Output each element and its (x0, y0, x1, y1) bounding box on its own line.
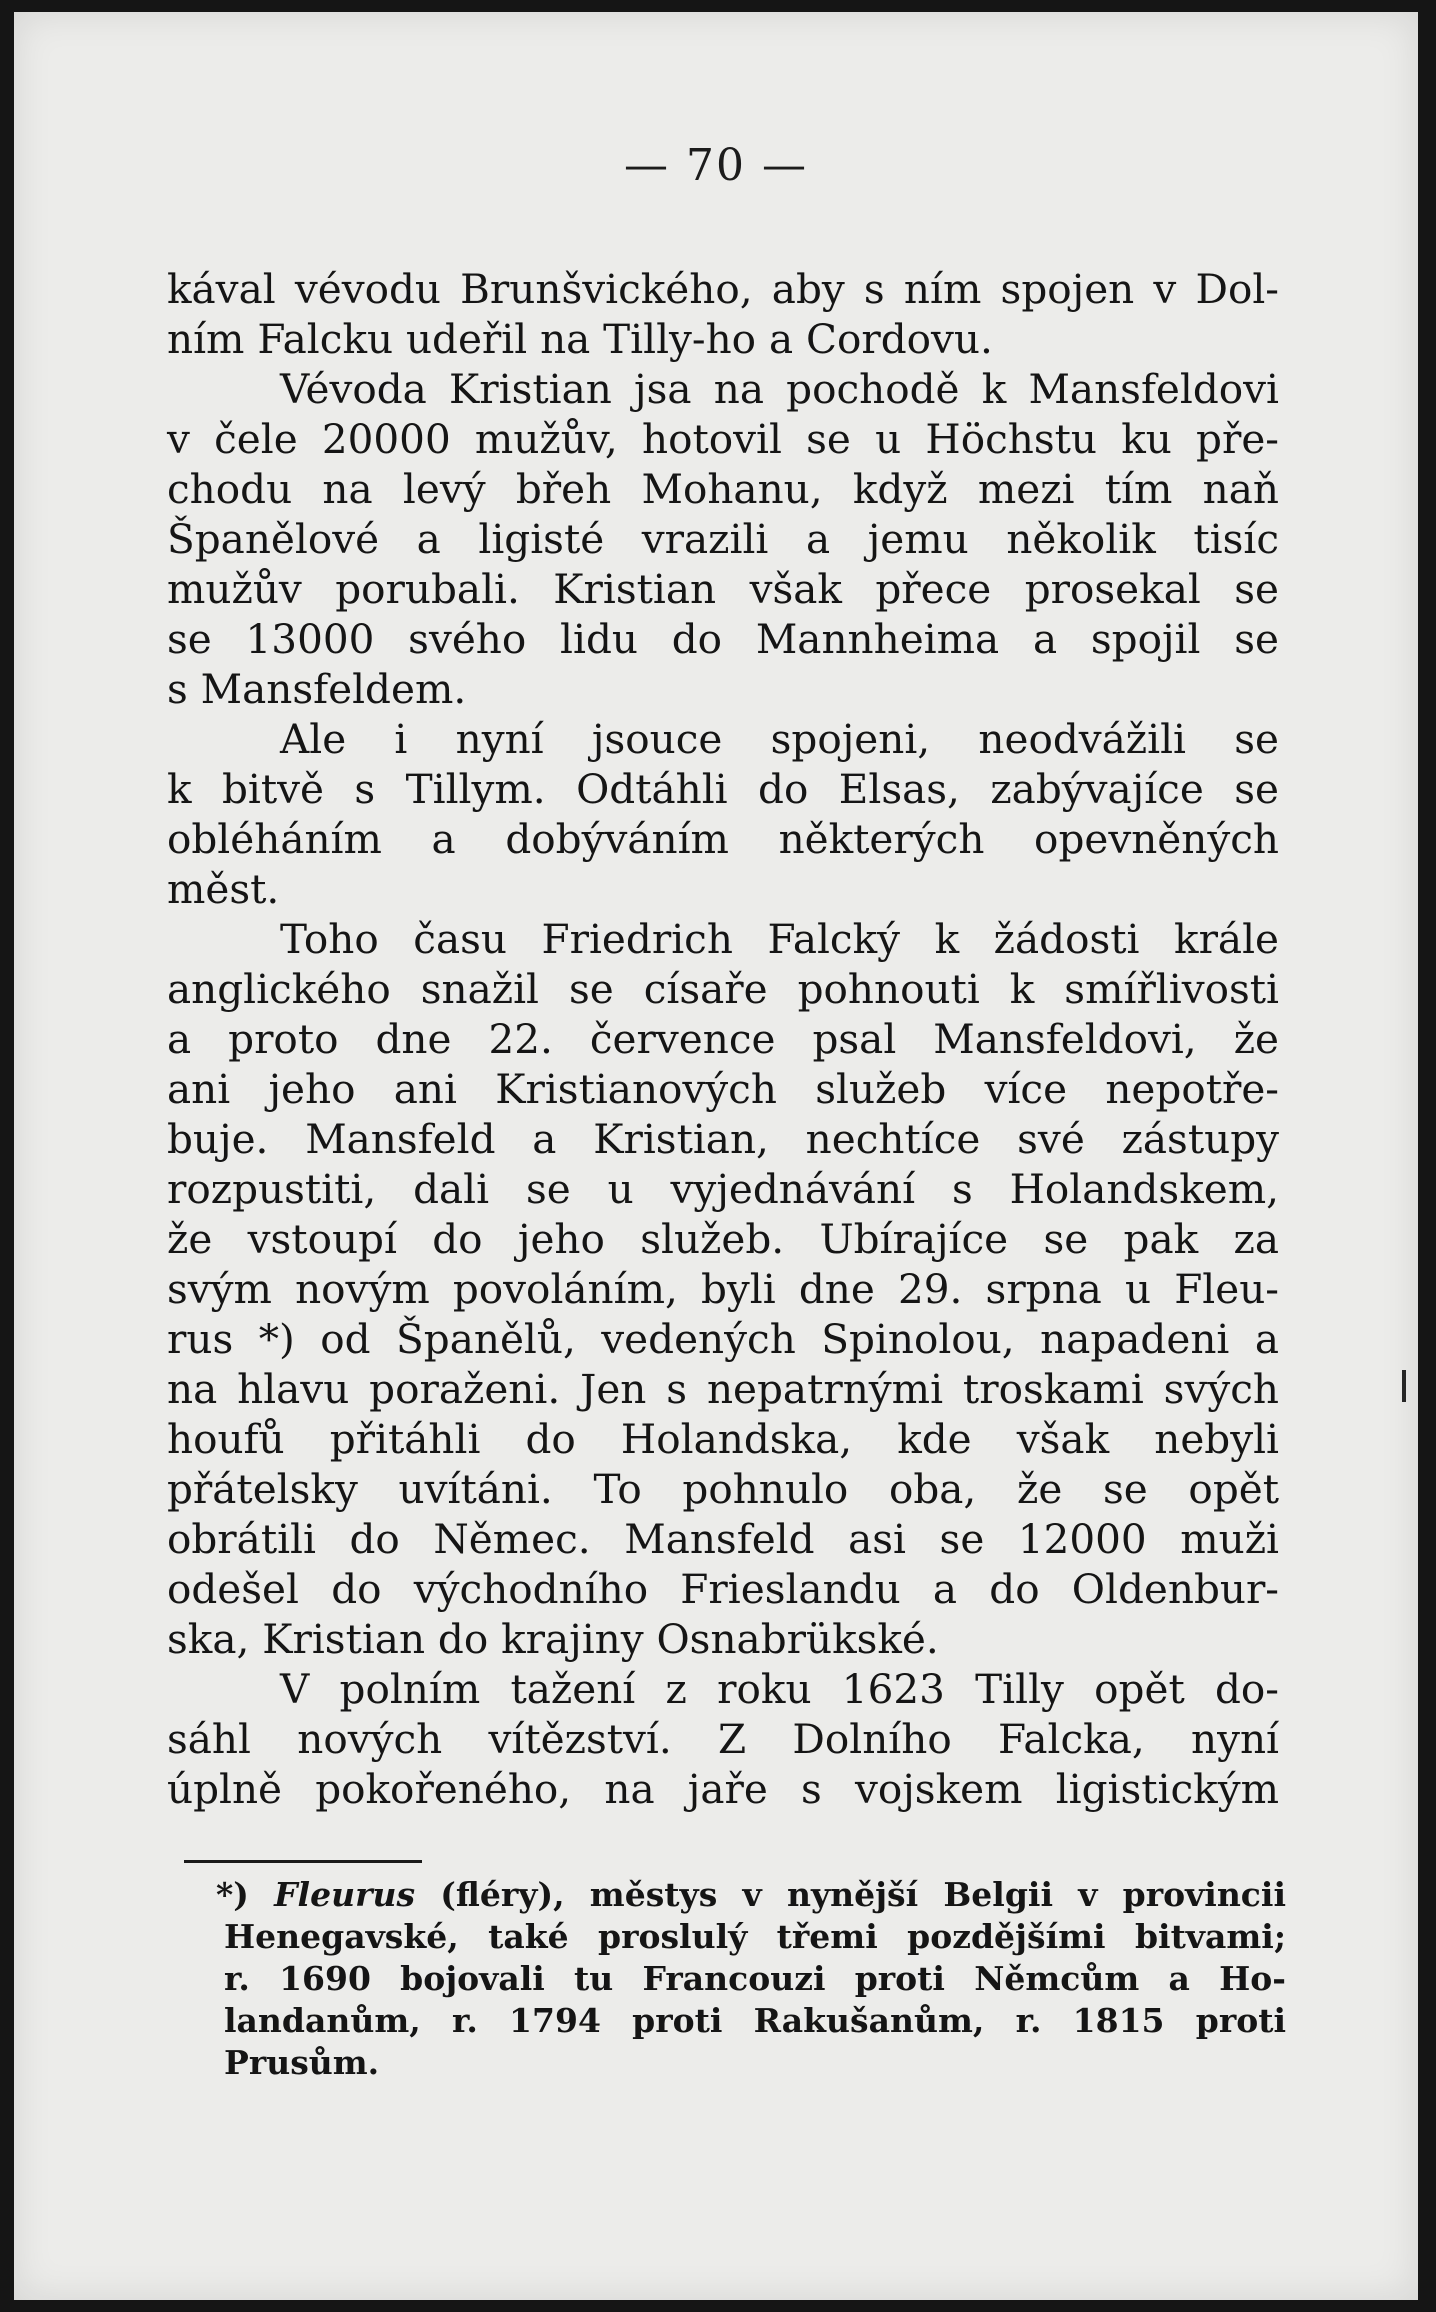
text-line: kával vévodu Brunšvického, aby s ním spojen v Dol- (167, 265, 1279, 313)
text-line: rozpustiti, dali se u vyjednávání s Holandskem, (167, 1165, 1279, 1213)
text-line: k bitvě s Tillym. Odtáhli do Elsas, zabývajíce se (167, 765, 1279, 813)
text-line: sáhl nových vítězství. Z Dolního Falcka, nyní (167, 1715, 1279, 1763)
text-line: mužův porubali. Kristian však přece prosekal se (167, 565, 1279, 613)
text-line: a proto dne 22. července psal Mansfeldovi, že (167, 1015, 1279, 1063)
text-line: anglického snažil se císaře pohnouti k smířlivosti (167, 965, 1279, 1013)
text-line: V polním tažení z roku 1623 Tilly opět do- (280, 1665, 1279, 1713)
footnote (216, 1874, 1286, 2084)
footnote-line (216, 1874, 1286, 1916)
text-line: svým novým povoláním, byli dne 29. srpna u Fleu- (167, 1265, 1279, 1313)
footnote-line-rest: (fléry), městys v nynější Belgii v provincii (440, 1875, 1286, 1914)
book-page (14, 12, 1418, 2300)
footnote-marker: *) (216, 1875, 249, 1914)
text-line: Ale i nyní jsouce spojeni, neodvážili se (280, 715, 1279, 763)
footnote-line: landanům, r. 1794 proti Rakušanům, r. 1815 proti (224, 2001, 1286, 2040)
text-line: obrátili do Němec. Mansfeld asi se 12000 muži (167, 1515, 1279, 1563)
text-line: přátelsky uvítáni. To pohnulo oba, že se opět (167, 1465, 1279, 1513)
text-line: odešel do východního Frieslandu a do Oldenbur- (167, 1565, 1279, 1613)
body-text (167, 264, 1279, 1814)
text-line: v čele 20000 mužův, hotovil se u Höchstu ku pře- (167, 415, 1279, 463)
text-line: ním Falcku udeřil na Tilly-ho a Cordovu. (167, 315, 993, 363)
text-line: s Mansfeldem. (167, 665, 467, 713)
text-line: se 13000 svého lidu do Mannheima a spojil se (167, 615, 1279, 663)
margin-mark (1402, 1370, 1406, 1402)
footnote-line: r. 1690 bojovali tu Francouzi proti Němcům a Ho- (224, 1959, 1286, 1998)
text-line: ani jeho ani Kristianových služeb více nepotře- (167, 1065, 1279, 1113)
text-line: houfů přitáhli do Holandska, kde však nebyli (167, 1415, 1279, 1463)
text-line: měst. (167, 865, 280, 913)
footnote-line: Prusům. (224, 2043, 380, 2082)
footnote-line: Henegavské, také proslulý třemi pozdějšími bitvami; (224, 1917, 1286, 1956)
text-line: ska, Kristian do krajiny Osnabrükské. (167, 1615, 939, 1663)
text-line: Toho času Friedrich Falcký k žádosti krále (280, 915, 1279, 963)
text-line: buje. Mansfeld a Kristian, nechtíce své zástupy (167, 1115, 1279, 1163)
text-line: chodu na levý břeh Mohanu, když mezi tím naň (167, 465, 1279, 513)
page-number: — 70 — (624, 140, 808, 191)
text-line: obléháním a dobýváním některých opevněných (167, 815, 1279, 863)
text-line: na hlavu poraženi. Jen s nepatrnými troskami svých (167, 1365, 1279, 1413)
text-line: úplně pokořeného, na jaře s vojskem ligistickým (167, 1765, 1279, 1813)
text-line: Vévoda Kristian jsa na pochodě k Mansfeldovi (280, 365, 1279, 413)
footnote-term: Fleurus (274, 1875, 416, 1914)
footnote-divider (184, 1860, 422, 1863)
text-line: rus *) od Španělů, vedených Spinolou, napadeni a (167, 1315, 1279, 1363)
text-line: že vstoupí do jeho služeb. Ubírajíce se pak za (167, 1215, 1279, 1263)
text-line: Španělové a ligisté vrazili a jemu několik tisíc (167, 515, 1279, 563)
